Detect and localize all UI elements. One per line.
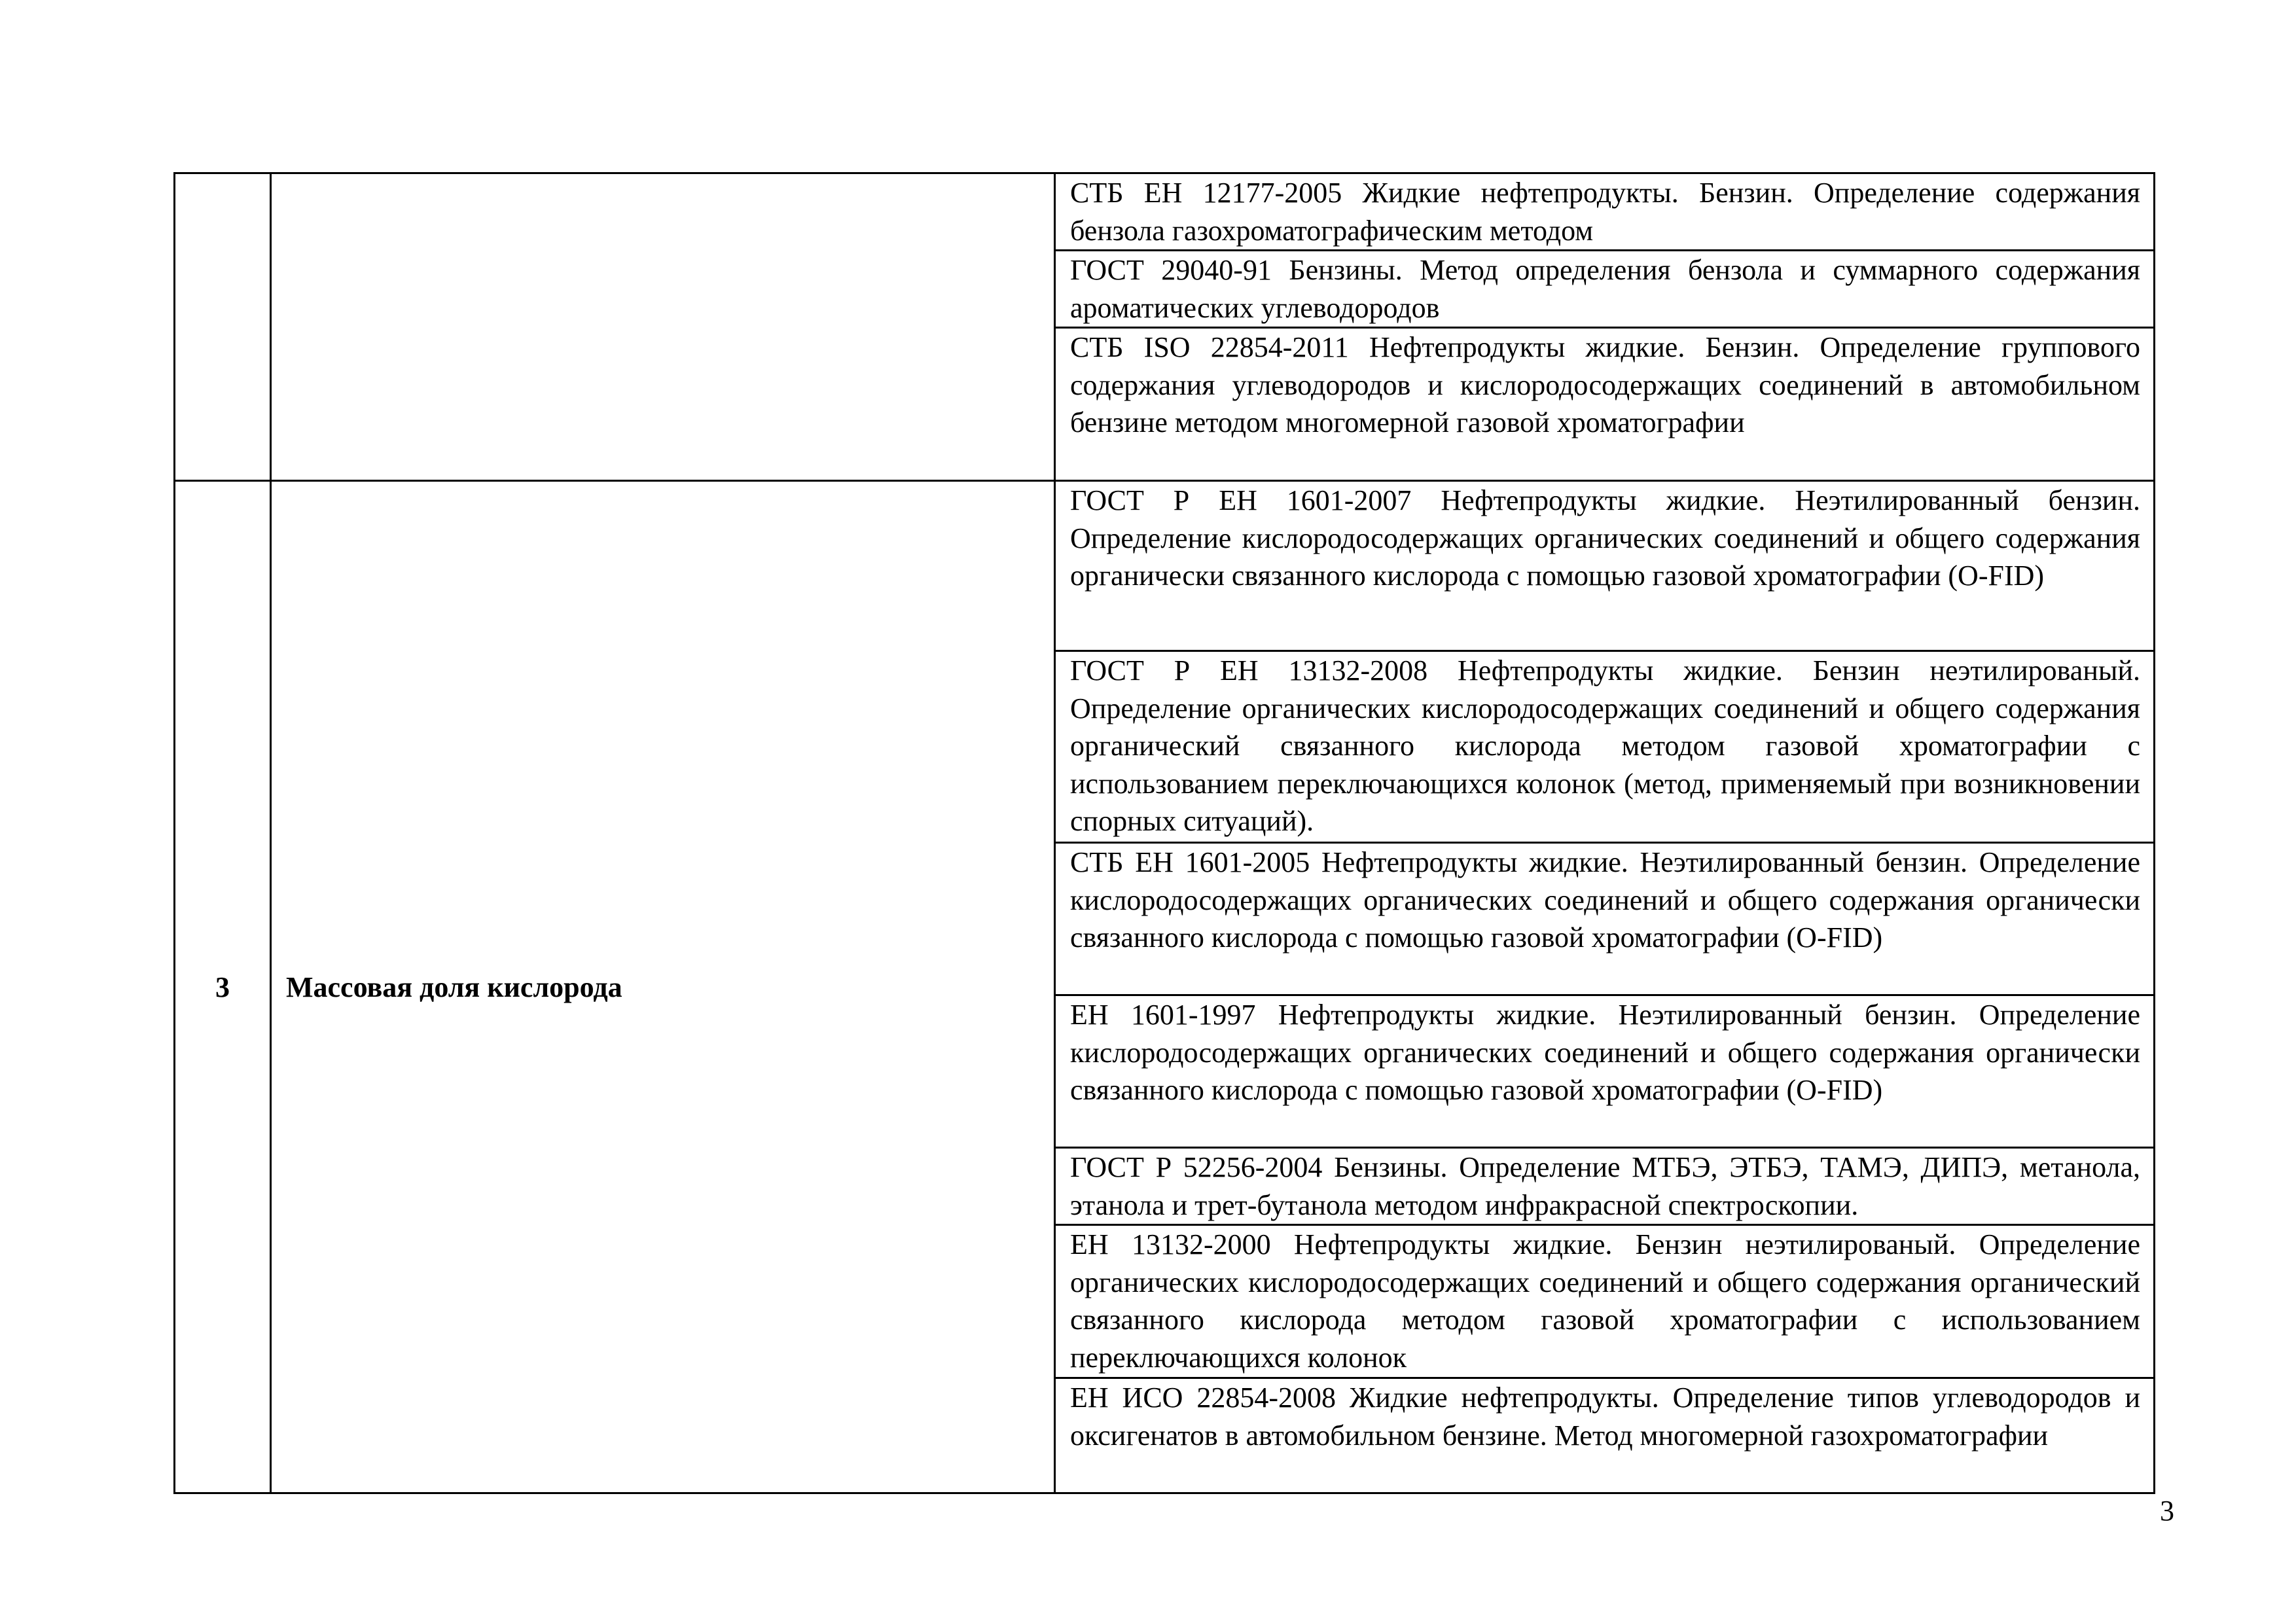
method-text: ГОСТ Р ЕН 13132-2008 Нефтепродукты жидкие. Бензин неэтилированый. Определение органических кислородосодержащих соединений и общего содержания органический связанного кислорода методом газовой хроматографии с использованием переключающихся колонок (метод, применяемый при возникновении спорных ситуаций).	[1070, 654, 2140, 837]
method-text: ЕН ИСО 22854-2008 Жидкие нефтепродукты. Определение типов углеводородов и оксигенатов в автомобильном бензине. Метод многомерной газохроматографии	[1070, 1382, 2140, 1452]
indicator-name: Массовая доля кислорода	[286, 971, 622, 1003]
method-cell	[1055, 251, 2155, 328]
method-cell	[1055, 995, 2155, 1148]
indicator-name-cell	[271, 481, 1055, 1493]
method-cell	[1055, 328, 2155, 481]
method-text: ГОСТ Р 52256-2004 Бензины. Определение МТБЭ, ЭТБЭ, ТАМЭ, ДИПЭ, метанола, этанола и трет-бутанола методом инфракрасной спектроскопии.	[1070, 1151, 2140, 1221]
method-text: ГОСТ Р ЕН 1601-2007 Нефтепродукты жидкие. Неэтилированный бензин. Определение кислородосодержащих органических соединений и общего содержания органически связанного кислорода с помощью газовой хроматографии (O-FID)	[1070, 484, 2140, 592]
method-cell	[1055, 1378, 2155, 1493]
method-cell	[1055, 173, 2155, 251]
method-text: СТБ ЕН 12177-2005 Жидкие нефтепродукты. Бензин. Определение содержания бензола газохроматографическим методом	[1070, 177, 2140, 247]
method-text: ЕН 13132-2000 Нефтепродукты жидкие. Бензин неэтилированый. Определение органических кислородосодержащих соединений и общего содержания органический связанного кислорода методом газовой хроматографии с использованием переключающихся колонок	[1070, 1228, 2140, 1374]
method-text: СТБ ISO 22854-2011 Нефтепродукты жидкие. Бензин. Определение группового содержания углеводородов и кислородосодержащих соединений в автомобильном бензине методом многомерной газовой хроматографии	[1070, 331, 2140, 438]
page-number: 3	[2160, 1495, 2174, 1527]
row-number-cell	[175, 481, 271, 1493]
table-row	[175, 481, 2155, 651]
method-text: ГОСТ 29040-91 Бензины. Метод определения бензола и суммарного содержания ароматических углеводородов	[1070, 254, 2140, 324]
table-row	[175, 173, 2155, 251]
method-cell	[1055, 1148, 2155, 1225]
method-text: ЕН 1601-1997 Нефтепродукты жидкие. Неэтилированный бензин. Определение кислородосодержащих органических соединений и общего содержания органически связанного кислорода с помощью газовой хроматографии (O-FID)	[1070, 999, 2140, 1106]
method-cell	[1055, 651, 2155, 843]
method-cell	[1055, 481, 2155, 651]
method-text: СТБ ЕН 1601-2005 Нефтепродукты жидкие. Неэтилированный бензин. Определение кислородосодержащих органических соединений и общего содержания органически связанного кислорода с помощью газовой хроматографии (O-FID)	[1070, 846, 2140, 954]
indicator-name-cell	[271, 173, 1055, 481]
row-number-cell	[175, 173, 271, 481]
method-cell	[1055, 1225, 2155, 1378]
standards-table	[173, 172, 2155, 1494]
row-number: 3	[215, 971, 230, 1003]
method-cell	[1055, 843, 2155, 995]
